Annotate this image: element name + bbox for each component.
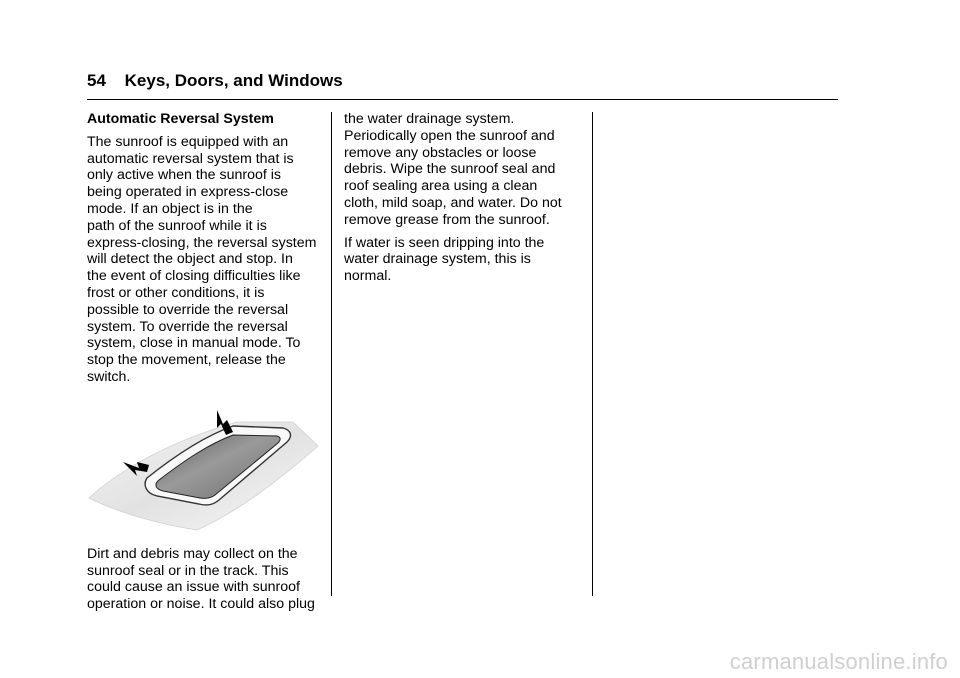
sunroof-seal-illustration [87,402,319,532]
section-title: Keys, Doors, and Windows [124,71,343,90]
text-line: cloth, mild soap, and water. Do not [344,194,562,211]
text-line: path of the sunroof while it is [87,217,267,234]
column-1 [87,111,327,619]
text-line: express-closing, the reversal system [87,234,317,251]
text-line: If water is seen dripping into the [344,234,545,251]
paragraph-drainage [344,111,584,229]
text-line: the event of closing difficulties like [87,268,301,285]
text-line: system. To override the reversal [87,318,288,335]
text-line: roof sealing area using a clean [344,178,538,195]
text-line: sunroof seal or in the track. This [87,562,289,579]
column-divider-2 [592,112,593,596]
paragraph-reversal-system [87,134,327,386]
text-line: normal. [344,268,392,285]
text-line: will detect the object and stop. In [87,251,293,268]
watermark: carmanualsonline.info [729,649,948,674]
page-header [87,71,343,91]
text-line: debris. Wipe the sunroof seal and [344,161,556,178]
paragraph-dripping [344,235,584,285]
text-line: stop the movement, release the [87,352,286,369]
text-line: being operated in express-close [87,184,289,201]
text-line: water drainage system, this is [344,251,531,268]
text-line: The sunroof is equipped with an [87,133,289,150]
text-line: automatic reversal system that is [87,150,294,167]
text-line: possible to override the reversal [87,301,289,318]
text-line: system, close in manual mode. To [87,335,301,352]
text-line: frost or other conditions, it is [87,284,265,301]
text-line: switch. [87,368,131,385]
page-number: 54 [87,71,106,90]
header-rule [87,99,838,100]
text-line: only active when the sunroof is [87,167,282,184]
text-line: Dirt and debris may collect on the [87,545,298,562]
column-2 [344,111,584,291]
text-line: remove any obstacles or loose [344,144,537,161]
paragraph-dirt-debris [87,546,327,613]
text-line: Periodically open the sunroof and [344,127,555,144]
text-line: remove grease from the sunroof. [344,211,550,228]
column-divider-1 [331,112,332,596]
text-line: the water drainage system. [344,111,515,127]
text-line: mode. If an object is in the [87,200,253,217]
text-line: could cause an issue with sunroof [87,579,300,596]
text-line: operation or noise. It could also plug [87,596,315,613]
section-heading: Automatic Reversal System [87,111,274,127]
